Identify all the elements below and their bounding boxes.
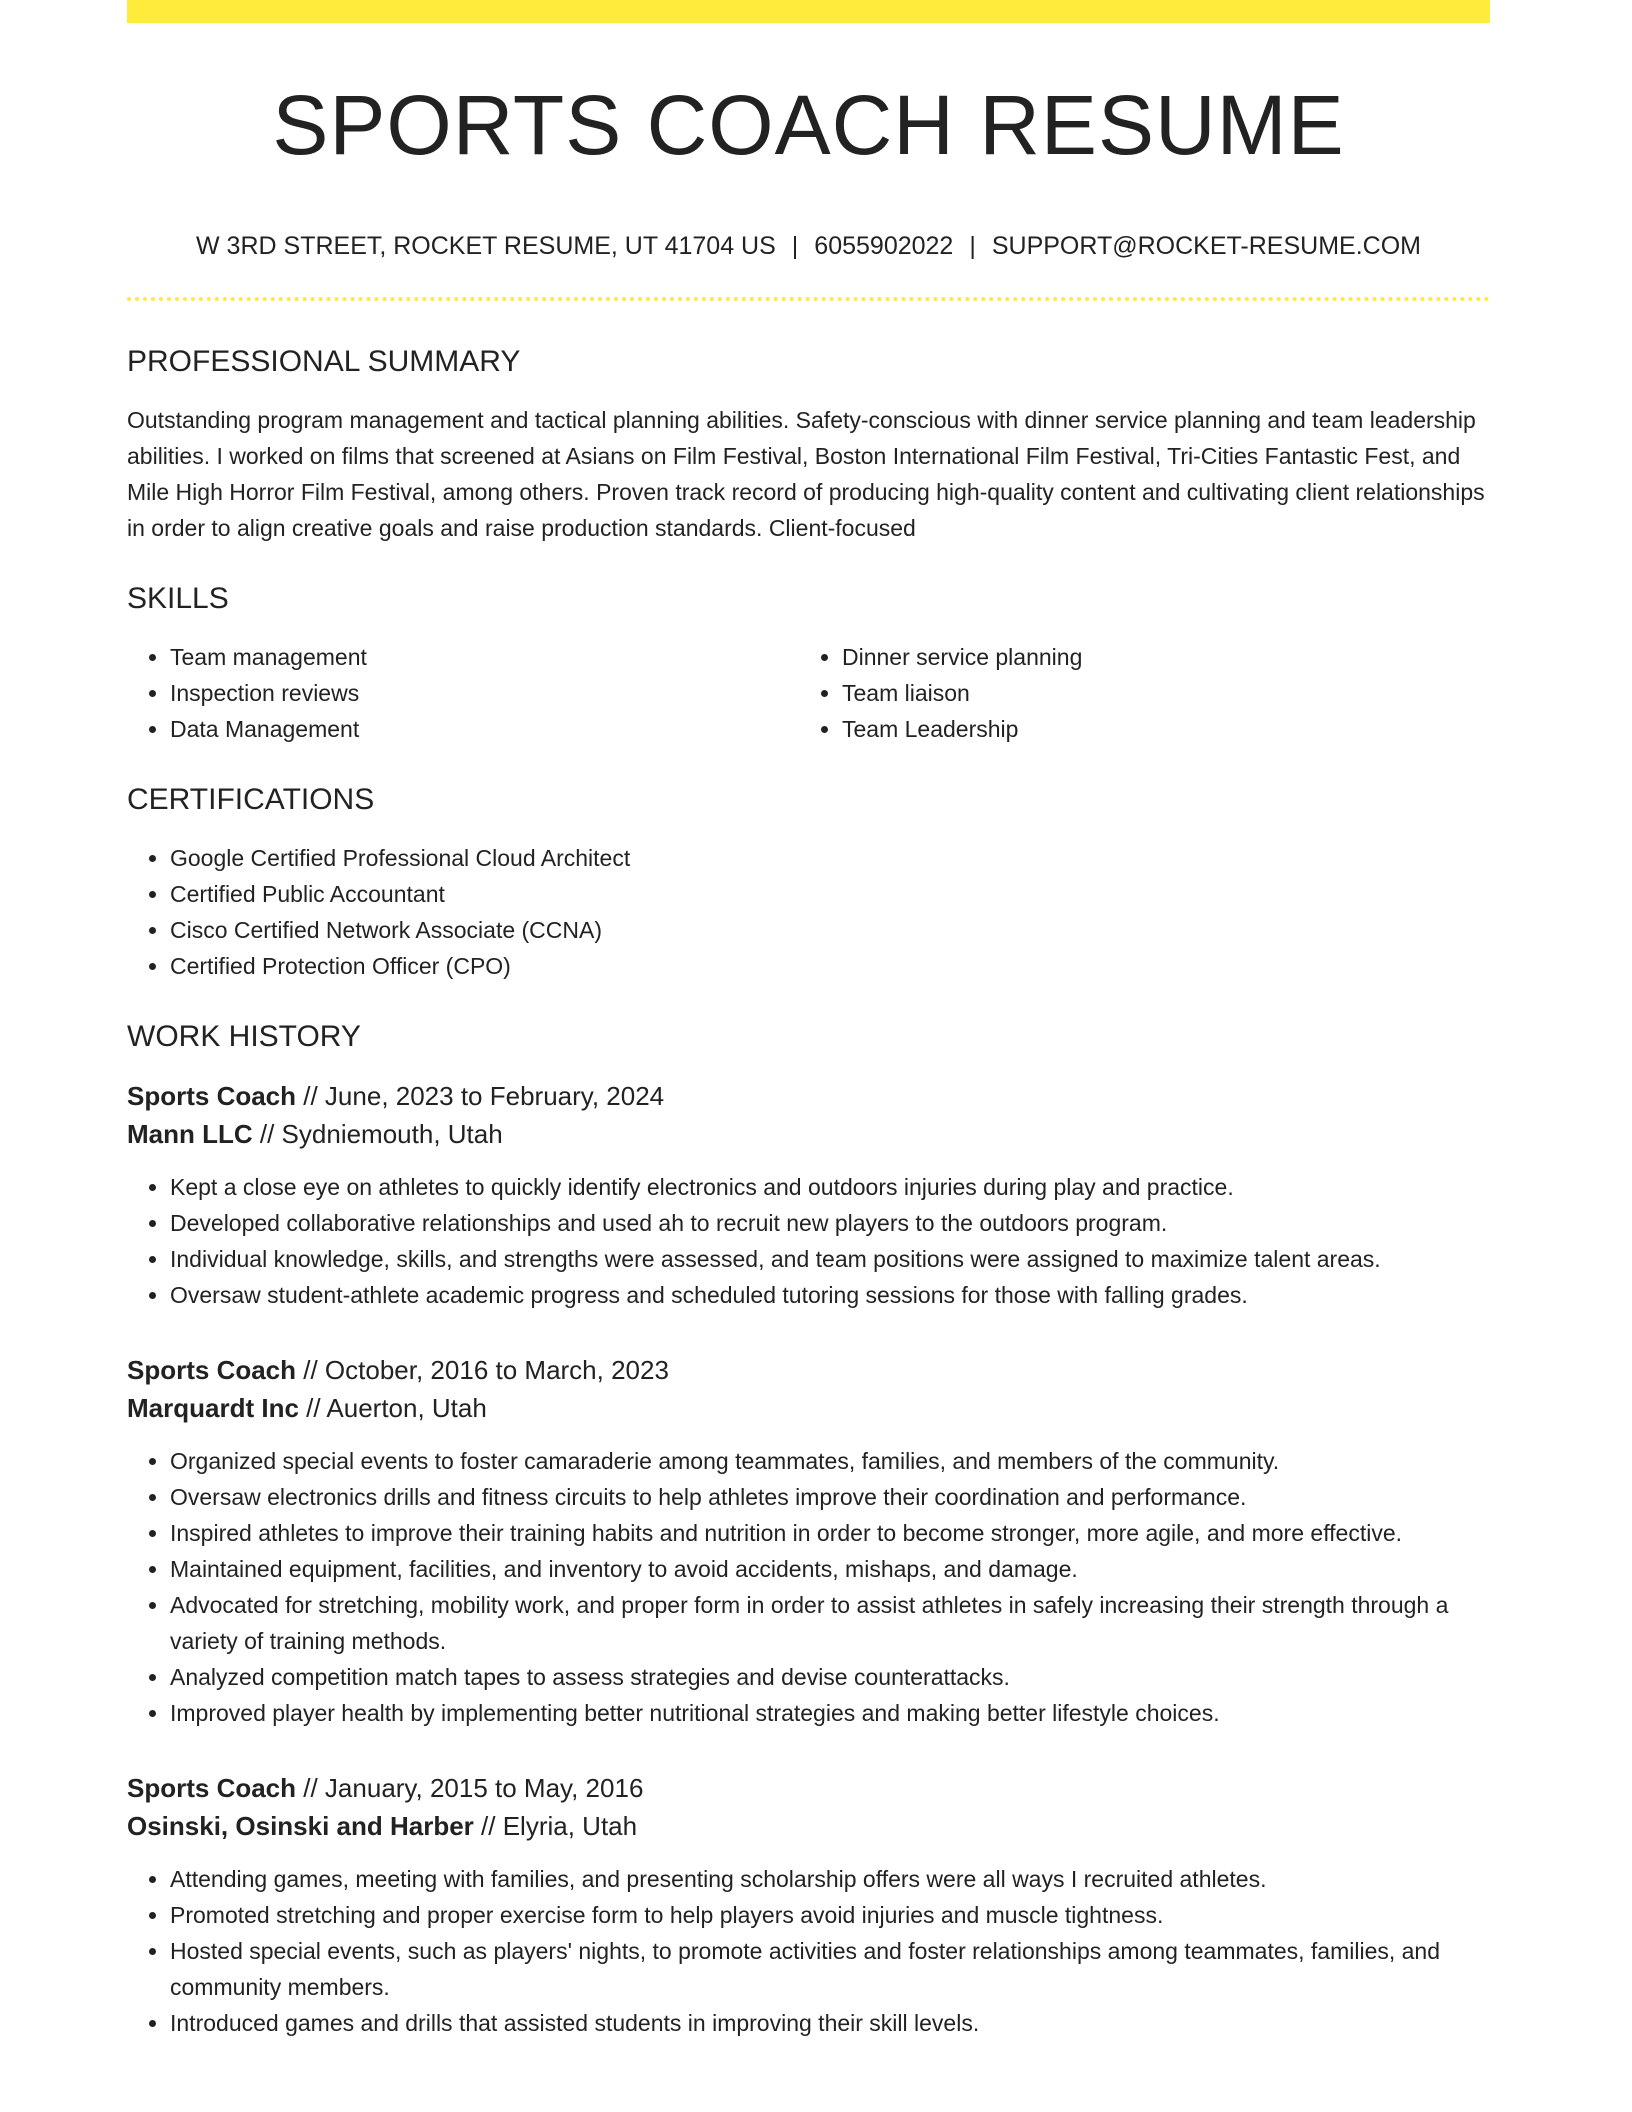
job-dates: // June, 2023 to February, 2024 — [303, 1080, 665, 1111]
skills-heading: SKILLS — [127, 581, 229, 615]
summary-heading: PROFESSIONAL SUMMARY — [127, 344, 521, 378]
job-bullet: • Hosted special events, such as players' nights, to promote activities and foster relationships among teammates, families, and community members. — [170, 1933, 1490, 2005]
job-company: Marquardt Inc — [127, 1392, 299, 1423]
job-location: // Elyria, Utah — [481, 1810, 638, 1841]
job-role: Sports Coach — [127, 1080, 297, 1111]
skills-column-left — [127, 639, 799, 747]
job-bullets — [127, 1861, 1490, 2041]
resume-page — [127, 0, 1490, 2041]
job-location: // Auerton, Utah — [306, 1392, 487, 1423]
certification-item: • Certified Protection Officer (CPO) — [170, 948, 1490, 984]
contact-phone: 6055902022 — [814, 232, 954, 260]
certification-item: • Certified Public Accountant — [170, 876, 1490, 912]
certification-item: • Google Certified Professional Cloud Architect — [170, 840, 1490, 876]
job-bullets — [127, 1169, 1490, 1313]
summary-text: Outstanding program management and tactical planning abilities. Safety-conscious with dinner service planning and team leadership abilities. I worked on films that screened at Asians on Film Festival, Boston International Film Festival, Tri-Cities Fantastic Fest, and Mile High Horror Film Festival, among others. Proven track record of producing high-quality content and cultivating client relationships in order to align creative goals and raise production standards. Client-focused — [127, 406, 1485, 541]
job-bullet: • Maintained equipment, facilities, and inventory to avoid accidents, mishaps, and damage. — [170, 1551, 1490, 1587]
job-dates: // October, 2016 to March, 2023 — [303, 1354, 669, 1385]
job-bullet: • Individual knowledge, skills, and strengths were assessed, and team positions were assigned to maximize talent areas. — [170, 1241, 1490, 1277]
job-bullet: • Promoted stretching and proper exercise form to help players avoid injuries and muscle tightness. — [170, 1897, 1490, 1933]
dotted-divider — [127, 297, 1490, 301]
job-bullets — [127, 1443, 1490, 1731]
job-company: Osinski, Osinski and Harber — [127, 1810, 474, 1841]
skills-list — [127, 639, 1490, 747]
contact-address: W 3RD STREET, ROCKET RESUME, UT 41704 US — [196, 232, 776, 260]
accent-bar — [127, 0, 1490, 23]
job-dates: // January, 2015 to May, 2016 — [303, 1772, 644, 1803]
job-entry — [127, 1769, 1490, 2041]
job-bullet: • Inspired athletes to improve their training habits and nutrition in order to become stronger, more agile, and more effective. — [170, 1515, 1490, 1551]
job-bullet: • Developed collaborative relationships and used ah to recruit new players to the outdoors program. — [170, 1205, 1490, 1241]
job-bullet: • Kept a close eye on athletes to quickly identify electronics and outdoors injuries during play and practice. — [170, 1169, 1490, 1205]
job-bullet: • Introduced games and drills that assisted students in improving their skill levels. — [170, 2005, 1490, 2041]
certification-item: • Cisco Certified Network Associate (CCNA) — [170, 912, 1490, 948]
job-entry — [127, 1077, 1490, 1313]
job-location: // Sydniemouth, Utah — [259, 1118, 503, 1149]
contact-email: SUPPORT@ROCKET-RESUME.COM — [991, 232, 1421, 260]
skill-item: • Team management — [170, 639, 799, 675]
job-header — [127, 1351, 1490, 1427]
job-bullet: • Analyzed competition match tapes to assess strategies and devise counterattacks. — [170, 1659, 1490, 1695]
job-role: Sports Coach — [127, 1772, 297, 1803]
job-bullet: • Advocated for stretching, mobility work, and proper form in order to assist athletes in safely increasing their strength through a variety of training methods. — [170, 1587, 1490, 1659]
contact-separator: | — [791, 232, 799, 260]
job-bullet: • Improved player health by implementing better nutritional strategies and making better lifestyle choices. — [170, 1695, 1490, 1731]
job-header — [127, 1077, 1490, 1153]
skill-item: • Team liaison — [842, 675, 1471, 711]
contact-line — [127, 233, 1490, 261]
skill-item: • Dinner service planning — [842, 639, 1471, 675]
job-bullet: • Organized special events to foster camaraderie among teammates, families, and members of the community. — [170, 1443, 1490, 1479]
job-role: Sports Coach — [127, 1354, 297, 1385]
skill-item: • Data Management — [170, 711, 799, 747]
work-history-heading: WORK HISTORY — [127, 1019, 361, 1053]
job-header — [127, 1769, 1490, 1845]
job-bullet: • Oversaw student-athlete academic progress and scheduled tutoring sessions for those with falling grades. — [170, 1277, 1490, 1313]
skill-item: • Inspection reviews — [170, 675, 799, 711]
resume-title: SPORTS COACH RESUME — [272, 78, 1345, 172]
certifications-list — [127, 840, 1490, 984]
job-company: Mann LLC — [127, 1118, 253, 1149]
certifications-heading: CERTIFICATIONS — [127, 782, 375, 816]
job-entry — [127, 1351, 1490, 1731]
job-bullet: • Attending games, meeting with families, and presenting scholarship offers were all ways I recruited athletes. — [170, 1861, 1490, 1897]
skills-column-right — [799, 639, 1471, 747]
contact-separator: | — [969, 232, 976, 260]
skill-item: • Team Leadership — [842, 711, 1471, 747]
job-bullet: • Oversaw electronics drills and fitness circuits to help athletes improve their coordination and performance. — [170, 1479, 1490, 1515]
